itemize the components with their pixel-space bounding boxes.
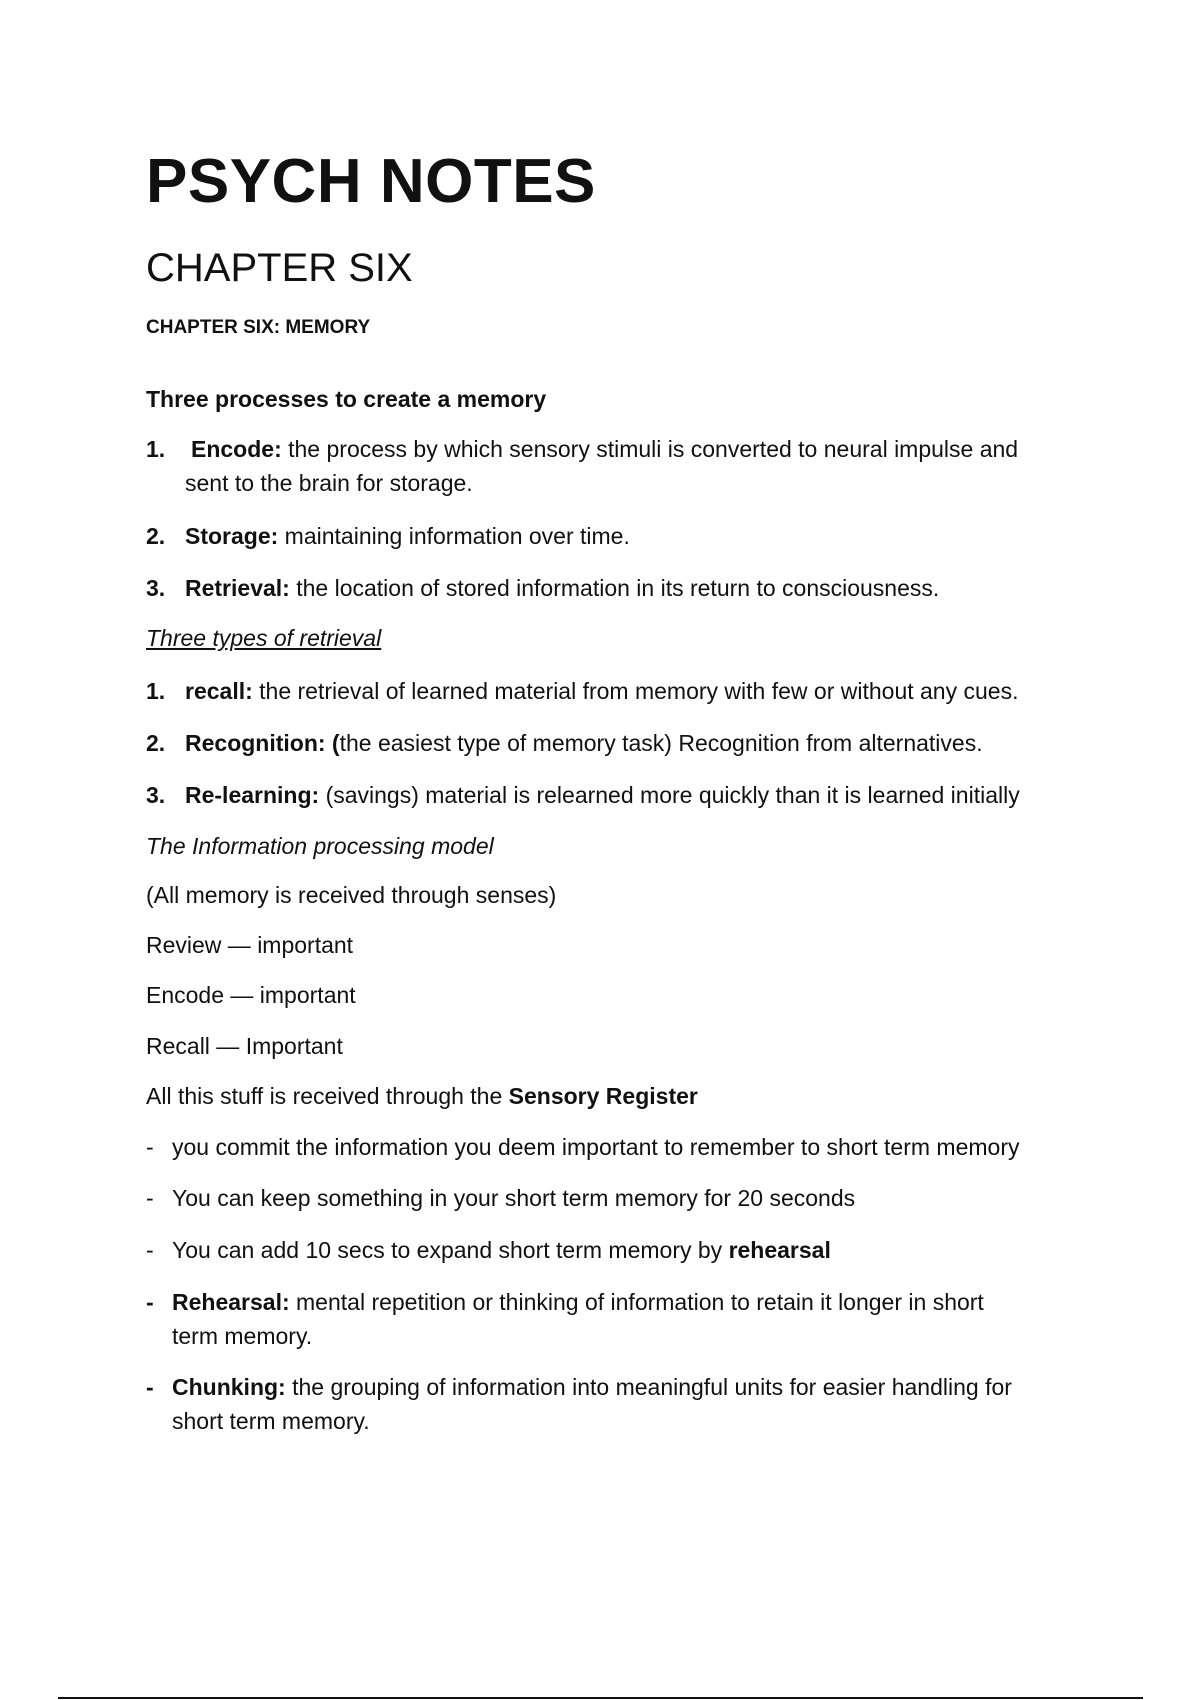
list-item-text: Re-learning: (savings) material is relearned more quickly than it is learned initially xyxy=(185,782,1020,808)
model-line: (All memory is received through senses) xyxy=(146,882,557,908)
bullet-dash: - xyxy=(146,1237,154,1263)
chapter-subtitle: CHAPTER SIX xyxy=(146,246,413,290)
bullet-text: Chunking: the grouping of information into meaningful units for easier handling for xyxy=(172,1374,1012,1400)
list-item-text: Recognition: (the easiest type of memory task) Recognition from alternatives. xyxy=(185,730,983,756)
list-item-text-continued: sent to the brain for storage. xyxy=(185,470,473,496)
process-item-retrieval xyxy=(146,571,1086,605)
retrieval-item-relearning xyxy=(146,778,1086,812)
bullet-text: You can add 10 secs to expand short term memory by rehearsal xyxy=(172,1237,831,1263)
bullet-dash: - xyxy=(146,1374,154,1400)
retrieval-item-recall xyxy=(146,674,1086,708)
page-title: PSYCH NOTES xyxy=(146,147,596,216)
model-line: Review — important xyxy=(146,932,354,958)
bullet-item-chunking-continued xyxy=(146,1404,1086,1438)
bottom-divider xyxy=(58,1697,1143,1699)
bullet-item xyxy=(146,1233,1086,1267)
bullet-item xyxy=(146,1181,1086,1215)
bullet-item xyxy=(146,1130,1086,1164)
list-number: 2. xyxy=(146,730,166,756)
bullet-item-rehearsal-continued xyxy=(146,1319,1086,1353)
process-item-storage xyxy=(146,519,1086,553)
bullet-text-continued: term memory. xyxy=(172,1323,313,1349)
chapter-label: CHAPTER SIX: MEMORY xyxy=(146,317,371,338)
list-item-text: Storage: maintaining information over time. xyxy=(185,523,630,549)
bullet-dash: - xyxy=(146,1185,154,1211)
list-number: 3. xyxy=(146,782,166,808)
retrieval-heading: Three types of retrieval xyxy=(146,625,382,651)
model-heading: The Information processing model xyxy=(146,833,494,859)
bullet-text: you commit the information you deem important to remember to short term memory xyxy=(172,1134,1020,1160)
list-number: 3. xyxy=(146,575,166,601)
bullet-item-rehearsal xyxy=(146,1285,1086,1319)
retrieval-item-recognition xyxy=(146,726,1086,760)
bullet-text: You can keep something in your short term memory for 20 seconds xyxy=(172,1185,856,1211)
bullet-item-chunking xyxy=(146,1370,1086,1404)
list-item-text: recall: the retrieval of learned material from memory with few or without any cues. xyxy=(185,678,1019,704)
list-item-text: Encode: the process by which sensory stimuli is converted to neural impulse and xyxy=(191,436,1019,462)
list-item-text: Retrieval: the location of stored information in its return to consciousness. xyxy=(185,575,940,601)
process-item-encode xyxy=(146,432,1086,466)
processes-heading: Three processes to create a memory xyxy=(146,386,547,412)
bullet-text-continued: short term memory. xyxy=(172,1408,370,1434)
bullet-dash: - xyxy=(146,1134,154,1160)
process-item-encode-continued xyxy=(146,466,1086,500)
model-line: Recall — Important xyxy=(146,1033,343,1059)
list-number: 2. xyxy=(146,523,166,549)
bullet-text: Rehearsal: mental repetition or thinking of information to retain it longer in short xyxy=(172,1289,984,1315)
list-number: 1. xyxy=(146,678,166,704)
bullet-dash: - xyxy=(146,1289,154,1315)
list-number: 1. xyxy=(146,436,166,462)
model-line: Encode — important xyxy=(146,982,356,1008)
sensory-register-line: All this stuff is received through the Sensory Register xyxy=(146,1083,698,1109)
